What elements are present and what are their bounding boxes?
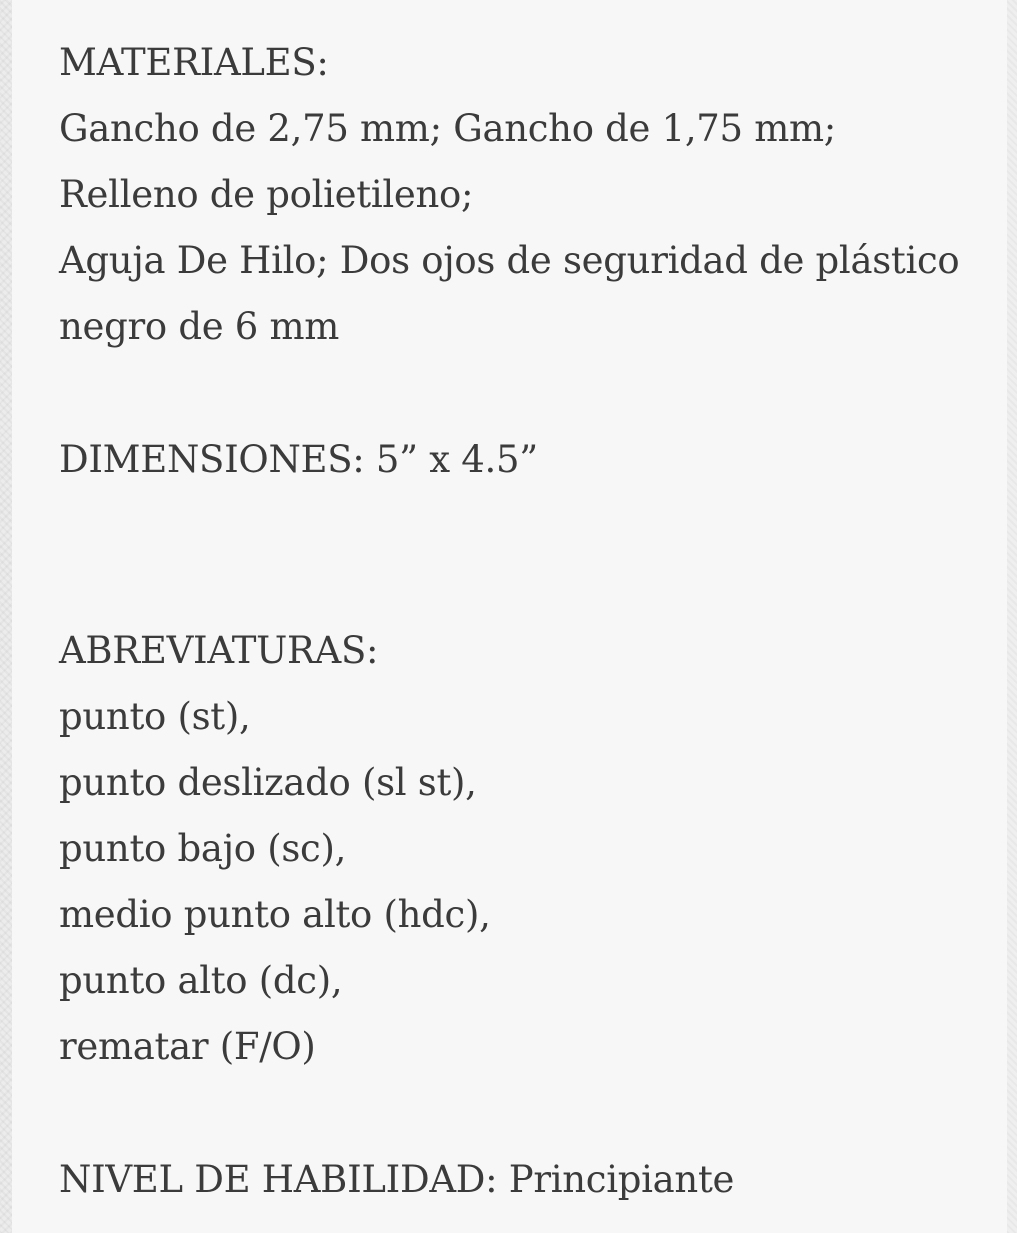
section-spacer bbox=[59, 360, 999, 427]
abbreviations-heading: ABREVIATURAS: bbox=[59, 629, 379, 672]
materials-line: negro de 6 mm bbox=[59, 305, 340, 348]
abbreviation-item: punto bajo (sc), bbox=[59, 827, 347, 870]
abbreviation-item: punto deslizado (sl st), bbox=[59, 761, 477, 804]
abbreviation-item: medio punto alto (hdc), bbox=[59, 893, 491, 936]
skill-level-text: NIVEL DE HABILIDAD: Principiante bbox=[59, 1158, 735, 1201]
section-spacer bbox=[59, 1080, 999, 1147]
abbreviation-item: rematar (F/O) bbox=[59, 1025, 316, 1068]
dimensions-section bbox=[59, 427, 999, 493]
abbreviation-item: punto alto (dc), bbox=[59, 959, 343, 1002]
abbreviation-item: punto (st), bbox=[59, 695, 251, 738]
materials-heading: MATERIALES: bbox=[59, 41, 329, 84]
materials-line: Relleno de polietileno; bbox=[59, 173, 474, 216]
skill-level-section bbox=[59, 1147, 999, 1213]
page-edge-texture-left bbox=[0, 0, 12, 1233]
materials-line: Aguja De Hilo; Dos ojos de seguridad de plástico bbox=[59, 239, 960, 282]
materials-section bbox=[59, 30, 999, 360]
dimensions-text: DIMENSIONES: 5” x 4.5” bbox=[59, 438, 538, 481]
abbreviations-section bbox=[59, 618, 999, 1080]
section-spacer bbox=[59, 493, 999, 618]
page-edge-texture-right bbox=[1007, 0, 1017, 1233]
pattern-info-text bbox=[59, 30, 999, 1213]
materials-line: Gancho de 2,75 mm; Gancho de 1,75 mm; bbox=[59, 107, 836, 150]
